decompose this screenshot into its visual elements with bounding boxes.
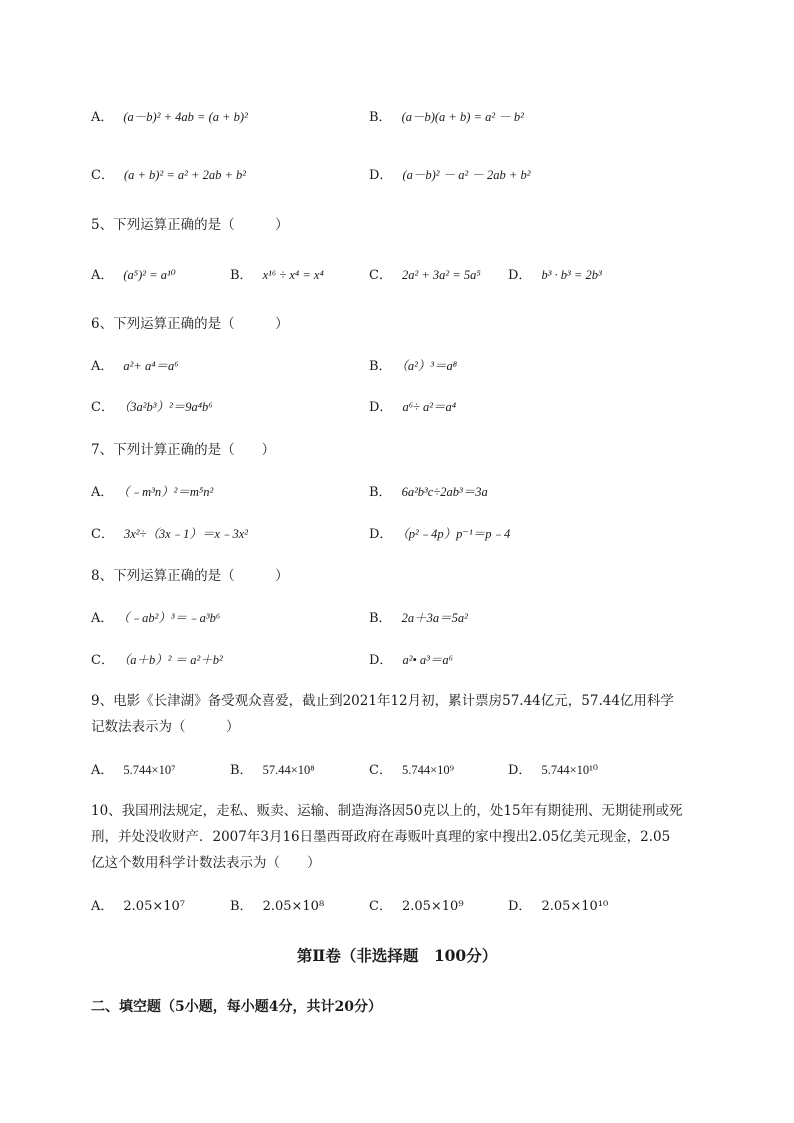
option-expression: b³ · b³ = 2b³ <box>541 268 602 282</box>
option-expression: 5.744×10⁷ <box>123 763 176 777</box>
option-expression: 3x²÷（3x﹣1）＝x﹣3x² <box>123 527 249 541</box>
q7-option-a <box>91 483 213 502</box>
option-label: B． <box>369 110 392 125</box>
q9-stem <box>91 688 731 740</box>
q6-option-c <box>91 398 213 417</box>
q8-option-a <box>91 609 220 628</box>
option-label: A． <box>91 110 114 125</box>
option-expression: 2.05×10⁸ <box>262 899 325 914</box>
q9-option-c <box>369 761 454 780</box>
option-expression: 5.744×10⁹ <box>401 763 454 777</box>
q6-option-b <box>369 357 457 376</box>
q6-stem: 6、下列运算正确的是（ ） <box>91 316 289 332</box>
q9-stem-line: 9、电影《长津湖》备受观众喜爱，截止到2021年12月初，累计票房57.44亿元，57.44亿用科学 <box>91 693 674 709</box>
option-expression: a⁶÷ a²＝a⁴ <box>402 400 457 414</box>
option-label: A． <box>91 268 114 283</box>
q9-option-d <box>508 761 598 780</box>
option-label: C． <box>91 168 114 183</box>
q5-stem: 5、下列运算正确的是（ ） <box>91 217 289 233</box>
option-label: D． <box>508 899 532 914</box>
option-label: C． <box>369 268 392 283</box>
option-expression: （a＋b）² ＝ a²＋b² <box>123 653 223 667</box>
section-subtitle: 二、填空题（5小题，每小题4分，共计20分） <box>91 999 382 1015</box>
option-label: B． <box>230 763 253 778</box>
option-expression: (a－b)² + 4ab = (a + b)² <box>123 110 248 124</box>
q10-stem <box>91 798 731 876</box>
option-label: C． <box>91 400 114 415</box>
option-expression: （﹣ab²）³＝﹣a³b⁶ <box>123 611 221 625</box>
q8-option-c <box>91 651 223 670</box>
option-expression: x¹⁶ ÷ x⁴ = x⁴ <box>262 268 324 282</box>
option-label: B． <box>369 485 392 500</box>
q5-option-c <box>369 266 481 285</box>
option-label: A． <box>91 763 114 778</box>
option-label: A． <box>91 899 114 914</box>
q10-stem-line: 10、我国刑法规定，走私、贩卖、运输、制造海洛因50克以上的，处15年有期徒刑、无期徒刑或死 <box>91 803 683 819</box>
option-expression: (a + b)² = a² + 2ab + b² <box>123 168 247 182</box>
q7-option-c <box>91 525 248 544</box>
option-expression: 2a＋3a＝5a² <box>401 611 468 625</box>
option-expression: 6a²b³c÷2ab³＝3a <box>401 485 488 499</box>
option-label: C． <box>369 763 392 778</box>
option-label: A． <box>91 485 114 500</box>
option-label: B． <box>230 899 253 914</box>
q5-option-b <box>230 266 324 285</box>
q9-stem-line: 记数法表示为（ ） <box>91 719 240 735</box>
q5-option-a <box>91 266 176 285</box>
option-label: D． <box>508 763 532 778</box>
q10-stem-line: 刑，并处没收财产．2007年3月16日墨西哥政府在毒贩叶真理的家中搜出2.05亿美元现金，2.05 <box>91 829 671 845</box>
section-title: 第Ⅱ卷（非选择题 100分） <box>296 946 498 965</box>
q9-option-a <box>91 761 175 780</box>
option-expression: a²+ a⁴＝a⁶ <box>123 359 179 373</box>
option-expression: 2.05×10⁹ <box>401 899 464 914</box>
option-label: D． <box>369 653 393 668</box>
option-expression: 2.05×10¹⁰ <box>541 899 609 914</box>
option-label: D． <box>369 168 393 183</box>
q10-option-b <box>230 898 324 916</box>
option-expression: （﹣m³n）²＝m⁵n² <box>123 485 214 499</box>
q4-option-b <box>369 108 524 127</box>
option-expression: （p²﹣4p）p⁻¹＝p﹣4 <box>402 527 511 541</box>
option-expression: 57.44×10⁸ <box>262 763 315 777</box>
option-expression: (a－b)² － a² － 2ab + b² <box>402 168 531 182</box>
option-label: D． <box>508 268 532 283</box>
q6-option-d <box>369 398 456 417</box>
option-label: B． <box>369 359 392 374</box>
q4-option-d <box>369 166 530 185</box>
option-expression: 5.744×10¹⁰ <box>541 763 598 777</box>
q8-option-d <box>369 651 453 670</box>
q10-option-a <box>91 898 185 916</box>
option-expression: （a²）³＝a⁸ <box>401 359 458 373</box>
q7-option-b <box>369 483 488 502</box>
option-expression: (a⁵)² = a¹⁰ <box>123 268 176 282</box>
q7-stem: 7、下列计算正确的是（ ） <box>91 442 276 458</box>
q10-stem-line: 亿这个数用科学计数法表示为（ ） <box>91 855 321 871</box>
option-expression: 2.05×10⁷ <box>123 899 185 914</box>
option-label: A． <box>91 359 114 374</box>
q10-option-d <box>508 898 608 916</box>
q10-option-c <box>369 898 464 916</box>
q7-option-d <box>369 525 510 544</box>
q6-option-a <box>91 357 179 376</box>
option-label: C． <box>369 899 392 914</box>
q9-option-b <box>230 761 315 780</box>
option-expression: 2a² + 3a² = 5a⁵ <box>401 268 481 282</box>
option-label: A． <box>91 611 114 626</box>
option-label: D． <box>369 400 393 415</box>
q4-option-a <box>91 108 248 127</box>
q8-option-b <box>369 609 468 628</box>
q5-option-d <box>508 266 602 285</box>
q4-option-c <box>91 166 246 185</box>
option-expression: a²• a³＝a⁶ <box>402 653 454 667</box>
option-label: B． <box>369 611 392 626</box>
option-label: C． <box>91 653 114 668</box>
option-label: C． <box>91 527 114 542</box>
option-label: D． <box>369 527 393 542</box>
option-expression: （3a²b³）²＝9a⁴b⁶ <box>123 400 213 414</box>
option-label: B． <box>230 268 253 283</box>
option-expression: (a－b)(a + b) = a² － b² <box>401 110 524 124</box>
q8-stem: 8、下列运算正确的是（ ） <box>91 568 289 584</box>
